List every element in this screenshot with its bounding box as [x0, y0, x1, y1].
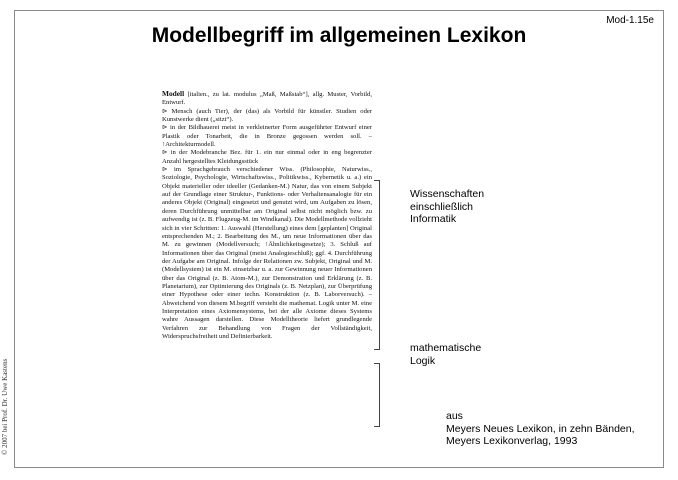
annotation-logic: mathematische Logik: [410, 342, 482, 367]
annotation-source: aus Meyers Neues Lexikon, in zehn Bänden, Meyers Lexikonverlag, 1993: [446, 410, 635, 447]
lexicon-entry-person: ⊳ Mensch (auch Tier), der (das) als Vorbild für künstler. Studien oder Kunstwerke dient („sitzt“).: [162, 107, 372, 124]
lexicon-scan: [162, 90, 372, 428]
bracket-sciences: [374, 180, 380, 350]
slide-id: Mod-1.15e: [606, 15, 654, 26]
lexicon-intro: [162, 90, 372, 108]
annotation-sciences: Wissenschaften einschließlich Informatik: [410, 188, 485, 225]
bracket-logic: [374, 363, 380, 427]
page-title: Modellbegriff im allgemeinen Lexikon: [151, 24, 527, 47]
lexicon-entry-science: ⊳ im Sprachgebrauch verschiedener Wiss. (Philosophie, Naturwiss., Soziologie, Psychologie, Wirtschaftswiss., Politikwiss., Kybernetik u. a.) ein Objekt materieller oder ideeller (Gedanken-M.) Natur, das von einem Subjekt auf der Grundlage einer Struktur-, Funktions- oder Verhaltensanalogie für ein anderes Objekt (Original) eingesetzt und genutzt wird, um Aufgaben zu lösen, deren Durchführung unmittelbar am Original selbst nicht möglich bzw. zu aufwendig ist (z. B. Flugzeug-M. im Windkanal). Die Modellmethode vollzieht sich in vier Schritten: 1. Auswahl (Herstellung) eines dem [geplanten] Original entsprechenden M.; 2. Bearbeitung des M., um neue Informationen über das M. zu gewinnen (Modellversuch; ↑Ähnlichkeitsgesetze); 3. Schluß auf Informationen über das Original (meist Analogieschluß); ggf. 4. Durchführung der Aufgabe am Original. Infolge der Relationen zw. Subjekt, Original und M. (Modellsystem) ist ein M. einsetzbar u. a. zur Gewinnung neuer Informationen über das Original (z. B. Atom-M.), zur Demonstration und Erklärung (z. B. Planetarium), zur Optimierung des Originals (z. B. Netzplan), zur Überprüfung einer Hypothese oder einer techn. Konstruktion (z. B. Laborversuch). – Abweichend von diesem M.begriff versteht die mathemat. Logik unter M. eine Interpretation eines Axiomensystems, bei der alle Axiome dieses Systems wahre Aussagen darstellen. Diese Modelltheorie liefert grundlegende Verfahren zur Behandlung von Fragen der Vollständigkeit, Widerspruchsfreiheit und Definierbarkeit.: [162, 166, 372, 340]
lexicon-entry-sculpture: ⊳ in der Bildhauerei meist in verkleinerter Form ausgeführter Entwurf einer Plastik oder Tonarbeit, die in Bronze gegossen werden soll. – ↑Architekturmodell.: [162, 124, 372, 149]
lexicon-headword: Modell: [162, 90, 185, 98]
lexicon-intro-text: [italien., zu lat. modulus „Maß, Maßstab“], allg. Muster, Vorbild, Entwurf.: [162, 91, 372, 107]
copyright-note: © 2007 bei Prof. Dr. Uwe Kastens: [1, 358, 9, 455]
lexicon-entry-fashion: ⊳ in der Modebranche Bez. für 1. ein nur einmal oder in eng begrenzter Anzahl hergestelltes Kleidungsstück: [162, 149, 372, 165]
